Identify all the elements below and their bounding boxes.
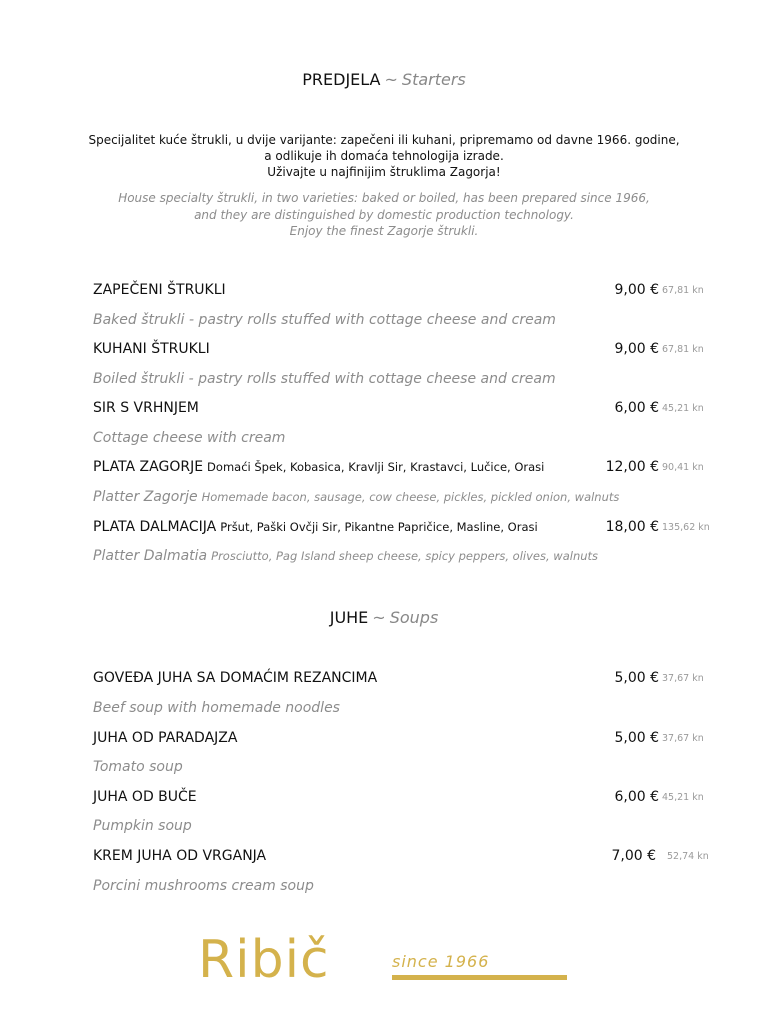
logo-underline [392,975,567,980]
intro-hr-line: a odlikuje ih domaća tehnologija izrade. [264,149,504,163]
menu-item-description: Tomato soup [93,759,183,775]
starters-intro-en [60,190,708,240]
intro-en-line: and they are distinguished by domestic production technology. [194,207,574,222]
menu-item-name: JUHA OD BUČE [93,789,197,805]
starters-tilde: ~ [384,70,398,89]
menu-item-description: Boiled štrukli - pastry rolls stuffed with cottage cheese and cream [93,371,556,387]
soups-title-en: Soups [389,608,439,627]
menu-item-name: KREM JUHA OD VRGANJA [93,848,267,864]
starters-title-en: Starters [401,70,466,89]
price-kn: 135,62 kn [662,522,710,533]
price-kn: 90,41 kn [662,462,704,473]
item-title: PLATA DALMACIJA [93,519,217,535]
price-kn: 52,74 kn [667,851,709,862]
price-eur: 9,00 € [614,341,659,357]
item-title: ZAPEČENI ŠTRUKLI [93,282,226,298]
price-kn: 45,21 kn [662,792,704,803]
price-eur: 9,00 € [614,282,659,298]
starters-heading [0,70,768,90]
price-kn: 67,81 kn [662,344,704,355]
price-kn: 45,21 kn [662,403,704,414]
item-title: KUHANI ŠTRUKLI [93,341,210,357]
item-title: PLATA ZAGORJE [93,459,204,475]
menu-item-name: GOVEĐA JUHA SA DOMAĆIM REZANCIMA [93,670,378,686]
soups-heading [0,608,768,628]
price-eur: 6,00 € [614,400,659,416]
price-kn: 37,67 kn [662,673,704,684]
menu-item-description: Baked štrukli - pastry rolls stuffed with cottage cheese and cream [93,312,556,328]
since-text: since 1966 [392,952,490,971]
price-eur: 12,00 € [605,459,659,475]
starters-intro-hr [60,132,708,180]
menu-item-description [93,488,619,506]
price-eur: 7,00 € [611,848,656,864]
intro-en-line: Enjoy the finest Zagorje štrukli. [289,224,479,238]
item-ingredients: Pršut, Paški Ovčji Sir, Pikantne Papričice, Masline, Orasi [220,520,538,534]
menu-item-name [93,399,199,417]
soups-title-hr: JUHE [329,608,369,627]
intro-hr-line: Uživajte u najfinijim štruklima Zagorja! [267,165,501,179]
price-eur: 5,00 € [614,670,659,686]
menu-item-description: Cottage cheese with cream [93,430,286,446]
price-kn: 37,67 kn [662,733,704,744]
item-desc-ingredients: Homemade bacon, sausage, cow cheese, pickles, pickled onion, walnuts [201,490,620,504]
menu-item-description: Pumpkin soup [93,818,192,834]
price-kn: 67,81 kn [662,285,704,296]
item-title: SIR S VRHNJEM [93,400,199,416]
menu-item-name [93,518,538,536]
menu-item-name: JUHA OD PARADAJZA [93,730,238,746]
starters-title-hr: PREDJELA [302,70,381,89]
price-eur: 6,00 € [614,789,659,805]
item-desc-ingredients: Prosciutto, Pag Island sheep cheese, spicy peppers, olives, walnuts [211,549,599,563]
intro-en-line: House specialty štrukli, in two varieties: baked or boiled, has been prepared since 1966, [118,191,650,205]
restaurant-logo: Ribič [198,930,330,990]
menu-item-name [93,340,210,358]
menu-item-description [93,547,598,565]
menu-item-name [93,458,544,476]
price-eur: 5,00 € [614,730,659,746]
item-ingredients: Domaći Špek, Kobasica, Kravlji Sir, Krastavci, Lučice, Orasi [207,460,545,474]
soups-tilde: ~ [372,608,386,627]
menu-item-description: Porcini mushrooms cream soup [93,878,314,894]
menu-item-name [93,281,226,299]
price-eur: 18,00 € [605,519,659,535]
menu-item-description: Beef soup with homemade noodles [93,700,340,716]
item-desc-title: Platter Zagorje [93,489,198,505]
intro-hr-line: Specijalitet kuće štrukli, u dvije varijante: zapečeni ili kuhani, pripremamo od davne 1966. godine, [88,133,680,147]
item-desc-title: Platter Dalmatia [93,548,208,564]
